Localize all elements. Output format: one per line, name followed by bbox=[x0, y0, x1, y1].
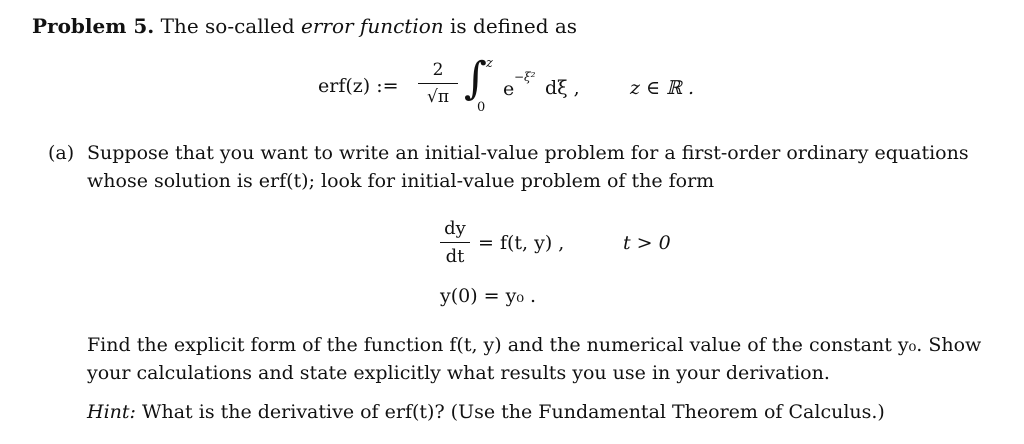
ode-frac-bar bbox=[440, 242, 470, 243]
erf-frac-numerator: 2 bbox=[432, 60, 444, 80]
hint-text: What is the derivative of erf(t)? (Use the Fundamental Theorem of Calculus.) bbox=[141, 401, 885, 423]
integrand-differential: dξ , bbox=[545, 77, 580, 99]
ode-denominator: dt bbox=[445, 246, 465, 267]
part-a-line-1: Suppose that you want to write an initial-value problem for a first-order ordinary equations bbox=[87, 142, 969, 164]
heading-intro-1: The so-called bbox=[160, 14, 295, 38]
initial-condition: y(0) = y₀ . bbox=[440, 285, 537, 307]
integral-upper-limit: z bbox=[486, 56, 493, 71]
ode-derivative-fraction bbox=[440, 218, 470, 267]
integrand-exponent: −ξ² bbox=[514, 70, 536, 84]
ode-numerator: dy bbox=[444, 218, 466, 239]
integral-lower-limit: 0 bbox=[477, 100, 486, 115]
part-a-label: (a) bbox=[48, 142, 75, 164]
ode-condition: t > 0 bbox=[623, 232, 671, 254]
hint-label: Hint: bbox=[87, 401, 136, 423]
erf-lhs: erf(z) := bbox=[318, 75, 399, 97]
heading-intro-2: is defined as bbox=[450, 14, 578, 38]
instructions-line-2: your calculations and state explicitly what results you use in your derivation. bbox=[87, 362, 830, 384]
erf-frac-denominator: √π bbox=[426, 87, 449, 107]
ode-rhs: = f(t, y) , bbox=[478, 232, 565, 254]
integrand-base: e bbox=[503, 78, 515, 100]
problem-heading bbox=[32, 14, 577, 38]
erf-frac-bar bbox=[418, 83, 458, 84]
hint-line bbox=[87, 403, 885, 422]
erf-fraction bbox=[418, 60, 458, 107]
erf-domain: z ∈ ℝ . bbox=[630, 77, 695, 99]
heading-term: error function bbox=[301, 14, 444, 38]
integral-sign: ∫ bbox=[464, 53, 487, 104]
problem-label: Problem 5. bbox=[32, 14, 155, 38]
instructions-line-1: Find the explicit form of the function f(t, y) and the numerical value of the constant y₀. Show bbox=[87, 334, 982, 356]
part-a-line-2: whose solution is erf(t); look for initial-value problem of the form bbox=[87, 170, 715, 192]
